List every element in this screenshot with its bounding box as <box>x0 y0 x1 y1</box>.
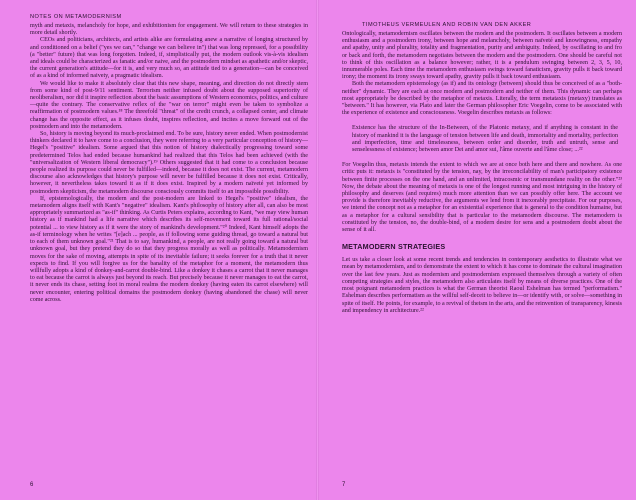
section-heading: METAMODERN STRATEGIES <box>342 242 446 252</box>
body-paragraph: CEOs and politicians, architects, and artists alike are formulating anew a narrative of longing structured by and conditioned on a belief ("yes we can," "change we can believe in") that was long repressed, for a possibility (a "better" future) that was long forgotten. Indeed, if, simplistically put, the modern outlook vis-à-vis idealism and ideals could be characterized as fanatic and/or naive, and the postmodern mindset as apathetic and/or skeptic, the current generation's attitude—for it is, and very much so, an attitude tied to a generation—can be conceived of as a kind of informed naivety, a pragmatic idealism. <box>30 37 308 80</box>
body-paragraph: We would like to make it absolutely clear that this new shape, meaning, and direction do not directly stem from some kind of post-9/11 sentiment. Terrorism neither infused doubt about the supposed superiority of neoliberalism, nor did it inspire reflection about the basic assumptions of Western economics, politics, and culture—quite the contrary. The conservative reflex of the "war on terror" might even be taken to symbolize a reaffirmation of postmodern values.¹⁸ The threefold "threat" of the credit crunch, a collapsed center, and climate change has the opposite effect, as it infuses doubt, inspires reflection, and incites a move forward out of the postmodern and into the metamodern. <box>30 80 308 130</box>
blockquote-voegelin: Existence has the structure of the In-Between, of the Platonic metaxy, and if anything is constant in the history of mankind it is the language of tension between life and death, immortality and mortality, perfection and imperfection, time and timelessness, between order and disorder, truth and untruth, sense and senselessness of existence; between amor Dei and amor sui, l'âme ouverte and l'âme close; ...²² <box>352 125 618 154</box>
right-page <box>318 0 636 500</box>
body-paragraph: Let us take a closer look at some recent trends and tendencies in contemporary aesthetics to illustrate what we mean by metamodernism, and to demonstrate the extent to which it has come to dominate the cultural imagination over the last few years. Just as modernism and postmodernism expressed themselves through a variety of often competing strategies and styles, the metamodern also articulates itself by means of diverse practices. One of the most poignant metamodern practices is what the German theorist Raoul Eshelman has termed "performatism." Eshelman describes performatism as the willful self-deceit to believe in—or identify with, or solve—something in spite of itself. He points, for example, to a revival of theism in the arts, and the reinvention of transparency, kinesis and impendency in architecture.²² <box>342 257 623 314</box>
body-paragraph: myth and metaxis, melancholy for hope, and exhibitionism for engagement. We will return to these strategies in more detail shortly. <box>30 23 308 37</box>
body-paragraph: So, history is moving beyond its much-proclaimed end. To be sure, history never ended. When postmodernist thinkers declared it to have come to a conclusion, they were referring to a very particular conception of history—Hegel's "positive" idealism. Some argued that this notion of history dialectically progressing toward some predetermined Telos had ended because humankind had realized that this Telos had been achieved (with the "universalization of Western liberal democracy").¹⁹ Others suggested that it had come to a conclusion because people realized its purpose could never be fulfilled—indeed, because it does not exist. The current, metamodern discourse also acknowledges that history's purpose will never be fulfilled because it does not exist. Critically, however, it nevertheless takes toward it as if it does exist. Inspired by a modern naïveté yet informed by postmodern skepticism, the metamodern discourse consciously commits itself to an impossible possibility. <box>30 131 308 195</box>
body-paragraph: Both the metamodern epistemology (as if) and its ontology (between) should thus be conceived of as a "both-neither" dynamic. They are each at once modern and postmodern and neither of them. This dynamic can perhaps most appropriately be described by the metaphor of metaxis. Literally, the term metataxis (metaxy) translates as "between." It has however, via Plato and later the German philosopher Eric Voegelin, come to be associated with the experience of existence and consciousness. Voegelin describes metaxis as follows: <box>342 81 622 117</box>
right-page-body-bottom <box>342 257 622 315</box>
right-page-body-middle <box>342 162 622 234</box>
running-head-right: TIMOTHEUS VERMEULEN AND ROBIN VAN DEN AKKER <box>362 22 532 28</box>
body-paragraph: Ontologically, metamodernism oscillates between the modern and the postmodern. It oscillates between a modern enthusiasm and a postmodern irony, between hope and melancholy, between naïveté and knowingness, empathy and apathy, unity and plurality, totality and fragmentation, purity and ambiguity. Indeed, by oscillating to and fro or back and forth, the metamodern negotiates between the modern and the postmodern. One should be careful not to think of this oscillation as a balance however; rather, it is a pendulum swinging between 2, 3, 5, 10, innumerable poles. Each time the metamodern enthusiasm swings toward fanaticism, gravity pulls it back toward irony; the moment its irony sways toward apathy, gravity pulls it back toward enthusiasm. <box>342 31 622 81</box>
body-paragraph: For Voegelin thus, metaxis intends the extent to which we are at once both here and there and nowhere. As one critic puts it: metaxis is "constituted by the tension, nay, by the irreconcilability of man's participatory existence between finite processes on the one hand, and an unlimited, intracosmic or transmundane reality on the other."²³ Now, the debate about the meaning of metaxis is one of the longest running and most intriguing in the history of philosophy and deserves (and requires) much more attention than we can possibly offer here. The account we provide is therefore inevitably reductive, the arguments we lend from it inexorably precipitate. For our purposes, we intend the concept not as a metaphor for an existential experience that is general to the condition humaine, but as a metaphor for a cultural sensibility that is particular to the metamodern discourse. The metamodern is constituted by the tension, no, the double-bind, of a modern desire for sens and a postmodern doubt about the sense of it all. <box>342 162 622 234</box>
left-page-body <box>30 23 308 304</box>
running-head-left: NOTES ON METAMODERNISM <box>30 14 122 20</box>
body-paragraph: If, epistemologically, the modern and the post-modern are linked to Hegel's "positive" idealism, the metamodern aligns itself with Kant's "negative" idealism. Kant's philosophy of history after all, can also be most appropriately summarized as "as-if" thinking. As Curtis Peters explains, according to Kant, "we may view human history as if mankind had a life narrative which describes its self-movement toward its full rational/social potential ... to view history as if it were the story of mankind's development."²⁰ Indeed, Kant himself adopts the as-if terminology when he writes "[e]ach ... people, as if following some guiding thread, go toward a natural but to each of them unknown goal."²¹ That is to say, humankind, a people, are not really going toward a natural but unknown goal, but they pretend they do so that they progress morally as well as politically. Metamodernism moves for the sake of moving, attempts in spite of its inevitable failure; it seeks forever for a truth that it never expects to find. If you will forgive us for the banality of the metaphor for a moment, the metamodern thus willfully adopts a kind of donkey-and-carrot double-bind. Like a donkey it chases a carrot that it never manages to eat because the carrot is always just beyond its reach. But precisely because it never manages to eat the carrot, it never ends its chase, setting foot in moral realms the modern donkey (having eaten its carrot elsewhere) will never encounter, entering political domains the postmodern donkey (having abandoned the chase) will never come across. <box>30 195 308 303</box>
page-number-left: 6 <box>30 482 34 488</box>
right-page-body-top <box>342 31 622 117</box>
page-number-right: 7 <box>342 482 346 488</box>
